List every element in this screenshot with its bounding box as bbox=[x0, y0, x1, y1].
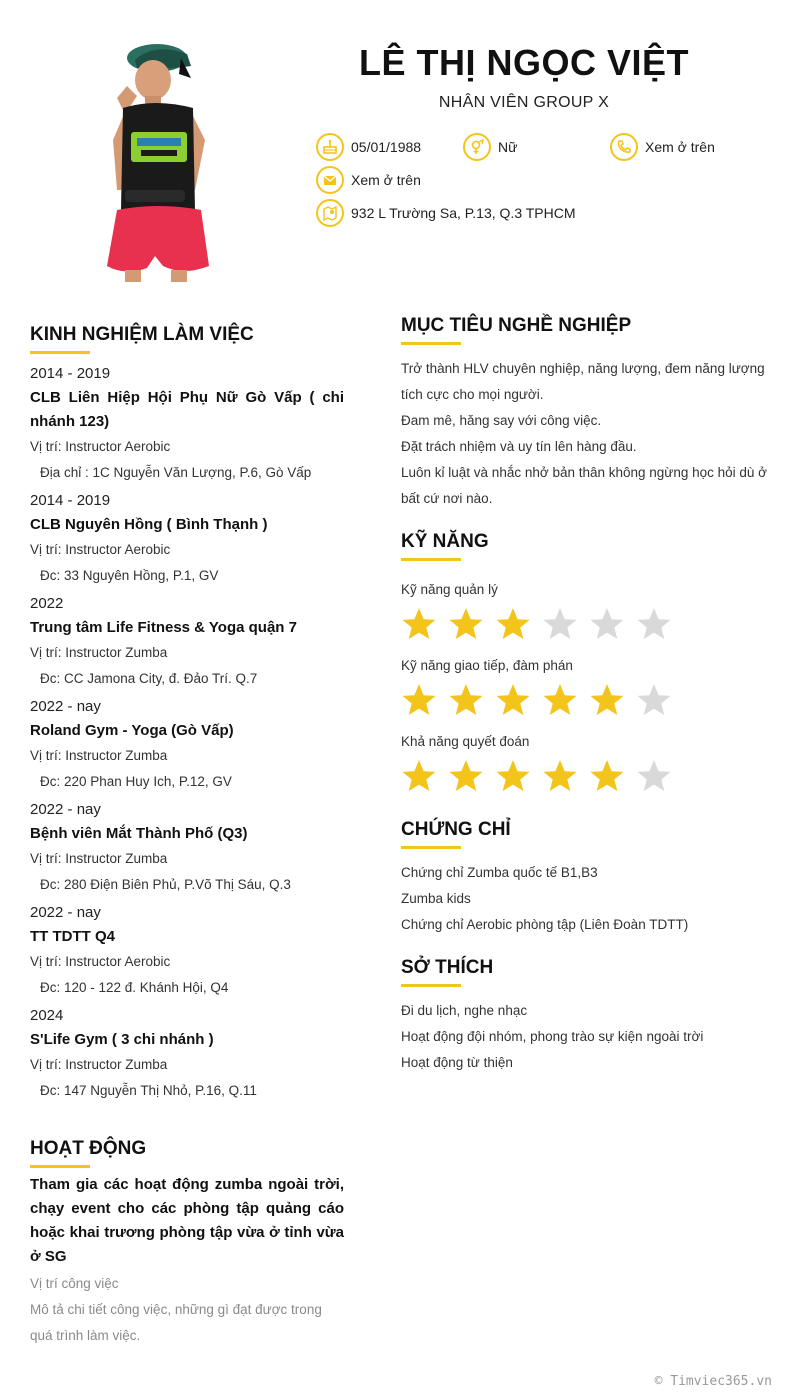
experience-item bbox=[30, 798, 344, 898]
star-filled-icon bbox=[448, 758, 484, 794]
phone-row bbox=[610, 133, 715, 161]
skill-name: Kỹ năng quản lý bbox=[401, 582, 498, 597]
experience-address: Đc: 220 Phan Huy Ich, P.12, GV bbox=[40, 774, 232, 789]
gender-row bbox=[463, 133, 517, 161]
experience-company: Trung tâm Life Fitness & Yoga quận 7 bbox=[30, 619, 297, 636]
star-filled-icon bbox=[495, 682, 531, 718]
experience-time: 2014 - 2019 bbox=[30, 365, 111, 382]
experience-position: Vị trí: Instructor Zumba bbox=[30, 1057, 168, 1072]
birthday-row bbox=[316, 133, 421, 161]
experience-address: Đc: 147 Nguyễn Thị Nhỏ, P.16, Q.11 bbox=[40, 1083, 257, 1098]
objective-underline bbox=[401, 342, 461, 345]
skills-title: KỸ NĂNG bbox=[401, 531, 489, 552]
experience-company: CLB Nguyên Hồng ( Bình Thạnh ) bbox=[30, 516, 268, 533]
skills-underline bbox=[401, 558, 461, 561]
skill-name: Khả năng quyết đoán bbox=[401, 734, 530, 749]
experience-item bbox=[30, 362, 344, 486]
birthday-value: 05/01/1988 bbox=[351, 139, 422, 155]
job-title: NHÂN VIÊN GROUP X bbox=[438, 94, 610, 111]
hobby-item: Hoạt động đội nhóm, phong trào sự kiện ngoài trời bbox=[401, 1029, 704, 1044]
skill-rating bbox=[401, 758, 771, 794]
experience-time: 2024 bbox=[30, 1007, 64, 1024]
email-value: Xem ở trên bbox=[351, 172, 421, 188]
star-filled-icon bbox=[495, 758, 531, 794]
experience-time: 2022 - nay bbox=[30, 801, 101, 818]
experience-position: Vị trí: Instructor Aerobic bbox=[30, 439, 171, 454]
skill-item bbox=[401, 580, 771, 642]
star-empty-icon bbox=[542, 606, 578, 642]
certificate-item: Chứng chỉ Zumba quốc tế B1,B3 bbox=[401, 865, 598, 880]
address-row bbox=[316, 199, 576, 227]
experience-time: 2022 bbox=[30, 595, 64, 612]
experience-position: Vị trí: Instructor Aerobic bbox=[30, 954, 171, 969]
map-pin-icon bbox=[316, 199, 344, 227]
star-filled-icon bbox=[542, 682, 578, 718]
certificates-underline bbox=[401, 846, 461, 849]
profile-photo bbox=[95, 40, 225, 282]
experience-time: 2022 - nay bbox=[30, 904, 101, 921]
experience-address: Đc: 280 Điện Biên Phủ, P.Võ Thị Sáu, Q.3 bbox=[40, 877, 291, 892]
hobbies-title: SỞ THÍCH bbox=[401, 957, 494, 978]
experience-item bbox=[30, 695, 344, 795]
star-empty-icon bbox=[636, 606, 672, 642]
experience-time: 2014 - 2019 bbox=[30, 492, 111, 509]
objective-line: Luôn kỉ luật và nhắc nhở bản thân không ngừng học hỏi dù ở bất cứ nơi nào. bbox=[401, 465, 768, 506]
activities-title: HOẠT ĐỘNG bbox=[30, 1138, 147, 1159]
experience-address: Đc: 120 - 122 đ. Khánh Hội, Q4 bbox=[40, 980, 229, 995]
activity-description: Mô tả chi tiết công việc, những gì đạt được trong quá trình làm việc. bbox=[30, 1302, 322, 1343]
activities-underline bbox=[30, 1165, 90, 1168]
phone-icon bbox=[610, 133, 638, 161]
experience-position: Vị trí: Instructor Zumba bbox=[30, 851, 168, 866]
certificate-item: Zumba kids bbox=[401, 891, 471, 906]
hobbies-list bbox=[401, 998, 771, 1076]
skill-name: Kỹ năng giao tiếp, đàm phán bbox=[401, 658, 573, 673]
star-filled-icon bbox=[589, 758, 625, 794]
experience-title: KINH NGHIỆM LÀM VIỆC bbox=[30, 324, 254, 345]
star-empty-icon bbox=[589, 606, 625, 642]
experience-company: S'Life Gym ( 3 chi nhánh ) bbox=[30, 1031, 214, 1048]
experience-item bbox=[30, 592, 344, 692]
experience-company: CLB Liên Hiệp Hội Phụ Nữ Gò Vấp ( chi nhánh 123) bbox=[30, 389, 344, 430]
certificates-list bbox=[401, 860, 771, 938]
certificates-title: CHỨNG CHỈ bbox=[401, 819, 511, 840]
gender-icon bbox=[463, 133, 491, 161]
address-value: 932 L Trường Sa, P.13, Q.3 TPHCM bbox=[351, 205, 576, 221]
experience-company: TT TDTT Q4 bbox=[30, 928, 115, 945]
skill-item bbox=[401, 656, 771, 718]
experience-item bbox=[30, 489, 344, 589]
skill-rating bbox=[401, 682, 771, 718]
experience-company: Roland Gym - Yoga (Gò Vấp) bbox=[30, 722, 234, 739]
star-filled-icon bbox=[542, 758, 578, 794]
star-filled-icon bbox=[589, 682, 625, 718]
email-row bbox=[316, 166, 421, 194]
objective-line: Đam mê, hăng say với công việc. bbox=[401, 413, 602, 428]
star-filled-icon bbox=[448, 606, 484, 642]
hobby-item: Hoạt động từ thiện bbox=[401, 1055, 513, 1070]
experience-position: Vị trí: Instructor Zumba bbox=[30, 748, 168, 763]
experience-company: Bệnh viên Mắt Thành Phố (Q3) bbox=[30, 825, 248, 842]
star-filled-icon bbox=[401, 758, 437, 794]
phone-value: Xem ở trên bbox=[645, 139, 715, 155]
star-filled-icon bbox=[495, 606, 531, 642]
star-filled-icon bbox=[401, 606, 437, 642]
star-filled-icon bbox=[401, 682, 437, 718]
experience-list bbox=[30, 362, 344, 1104]
certificate-item: Chứng chỉ Aerobic phòng tập (Liên Đoàn TDTT) bbox=[401, 917, 689, 932]
activities-block bbox=[30, 1173, 344, 1349]
objective-title: MỤC TIÊU NGHỀ NGHIỆP bbox=[401, 315, 632, 336]
objective-line: Đặt trách nhiệm và uy tín lên hàng đầu. bbox=[401, 439, 637, 454]
experience-position: Vị trí: Instructor Zumba bbox=[30, 645, 168, 660]
activity-position: Vị trí công việc bbox=[30, 1276, 119, 1291]
star-filled-icon bbox=[448, 682, 484, 718]
skill-rating bbox=[401, 606, 771, 642]
gender-value: Nữ bbox=[498, 139, 518, 155]
experience-underline bbox=[30, 351, 90, 354]
cake-icon bbox=[316, 133, 344, 161]
objective-text bbox=[401, 356, 771, 512]
watermark: © Timviec365.vn bbox=[654, 1374, 772, 1389]
experience-item bbox=[30, 1004, 344, 1104]
skill-item bbox=[401, 732, 771, 794]
experience-time: 2022 - nay bbox=[30, 698, 101, 715]
experience-address: Địa chỉ : 1C Nguyễn Văn Lượng, P.6, Gò Vấp bbox=[40, 465, 312, 480]
objective-line: Trở thành HLV chuyên nghiệp, năng lượng, đem năng lượng tích cực cho mọi người. bbox=[401, 361, 765, 402]
candidate-name: LÊ THỊ NGỌC VIỆT bbox=[358, 42, 689, 83]
hobbies-underline bbox=[401, 984, 461, 987]
experience-item bbox=[30, 901, 344, 1001]
hobby-item: Đi du lịch, nghe nhạc bbox=[401, 1003, 528, 1018]
activity-heading: Tham gia các hoạt động zumba ngoài trời, chạy event cho các phòng tập quảng cáo hoặc khai trương phòng tập vừa ở tỉnh vừa ở SG bbox=[30, 1176, 344, 1265]
experience-address: Đc: 33 Nguyên Hồng, P.1, GV bbox=[40, 568, 219, 583]
star-empty-icon bbox=[636, 758, 672, 794]
experience-position: Vị trí: Instructor Aerobic bbox=[30, 542, 171, 557]
star-empty-icon bbox=[636, 682, 672, 718]
envelope-icon bbox=[316, 166, 344, 194]
experience-address: Đc: CC Jamona City, đ. Đảo Trí. Q.7 bbox=[40, 671, 258, 686]
